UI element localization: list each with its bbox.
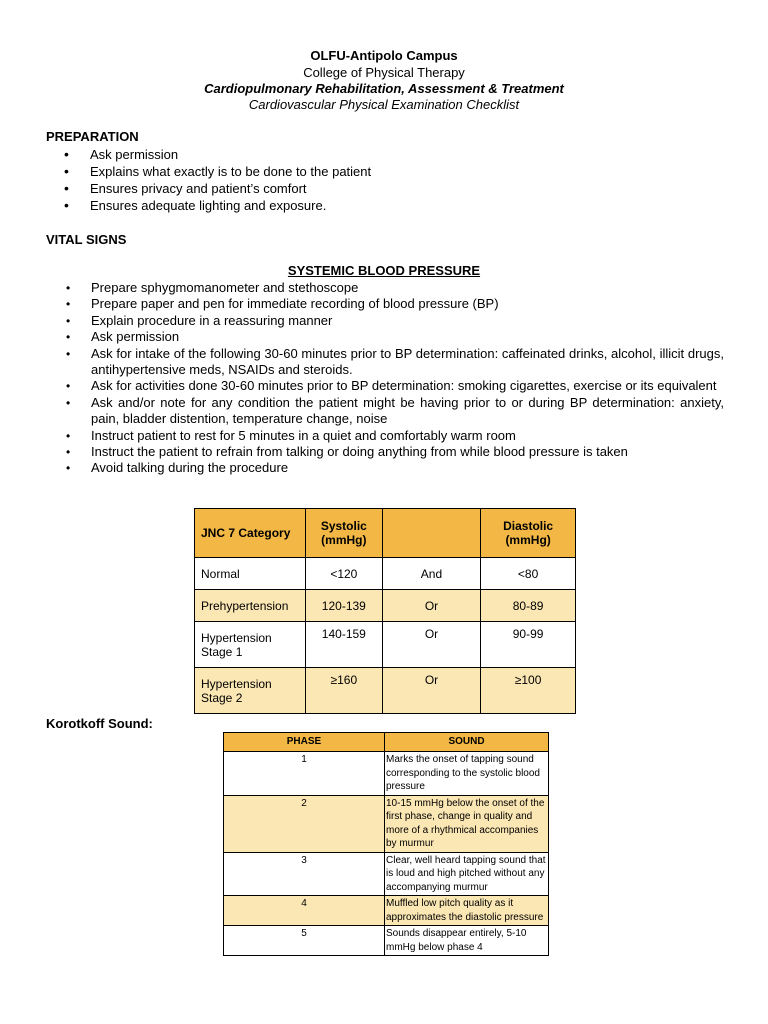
table-cell: Or [382,668,480,714]
blood-pressure-subheading: SYSTEMIC BLOOD PRESSURE [287,263,481,278]
table-cell: Or [382,590,480,622]
table-cell: 5 [224,926,385,956]
table-header-row [224,733,549,752]
list-item: • Explains what exactly is to be done to the patient [60,163,371,180]
list-item: • Ask for activities done 30-60 minutes prior to BP determination: smoking cigarettes, exercise or its equivalent [66,378,724,394]
table-cell: Or [382,622,480,668]
list-item: • Ensures privacy and patient’s comfort [60,180,371,197]
table-cell: 10-15 mmHg below the onset of the first phase, change in quality and more of a rhythmical accompanies by murmur [385,795,549,852]
table-cell: Hypertension Stage 2 [195,668,306,714]
column-header: Diastolic (mmHg) [481,509,576,558]
table-cell: ≥160 [305,668,382,714]
table-cell: 80-89 [481,590,576,622]
list-item: • Ask permission [66,329,724,345]
list-item: • Ensures adequate lighting and exposure. [60,197,371,214]
table-row [224,852,549,896]
table-cell: Sounds disappear entirely, 5-10 mmHg below phase 4 [385,926,549,956]
table-row [195,668,576,714]
list-item: • Avoid talking during the procedure [66,460,724,476]
preparation-list [60,146,371,214]
blood-pressure-list [66,280,724,477]
table-cell: 90-99 [481,622,576,668]
list-item: • Instruct the patient to refrain from talking or doing anything from while blood pressure is taken [66,444,724,460]
list-item: • Ask and/or note for any condition the patient might be having prior to or during BP determination: anxiety, pain, bladder distention, temperature change, noise [66,395,724,428]
table-cell: 2 [224,795,385,852]
table-row [224,896,549,926]
column-header [382,509,480,558]
checklist-title: Cardiovascular Physical Examination Checklist [248,97,520,112]
table-cell: 4 [224,896,385,926]
table-cell: 140-159 [305,622,382,668]
table-cell: Muffled low pitch quality as it approximates the diastolic pressure [385,896,549,926]
preparation-heading: PREPARATION [46,129,139,144]
campus-name: OLFU-Antipolo Campus [310,48,458,63]
college-name: College of Physical Therapy [303,65,465,80]
table-cell: Marks the onset of tapping sound corresponding to the systolic blood pressure [385,752,549,796]
list-item: • Ask for intake of the following 30-60 minutes prior to BP determination: caffeinated drinks, alcohol, illicit drugs, antihypertensive meds, NSAIDs and steroids. [66,346,724,379]
column-header: JNC 7 Category [195,509,306,558]
table-row [224,926,549,956]
table-cell: <80 [481,558,576,590]
table-header-row [195,509,576,558]
table-row [224,795,549,852]
table-cell: Hypertension Stage 1 [195,622,306,668]
column-header: SOUND [385,733,549,752]
jnc7-category-table [194,508,576,714]
table-row [224,752,549,796]
table-cell: Normal [195,558,306,590]
table-cell: 120-139 [305,590,382,622]
table-cell: Prehypertension [195,590,306,622]
table-cell: 3 [224,852,385,896]
table-cell: 1 [224,752,385,796]
list-item: • Explain procedure in a reassuring manner [66,313,724,329]
table-cell: And [382,558,480,590]
vital-signs-heading: VITAL SIGNS [46,232,127,247]
table-cell: Clear, well heard tapping sound that is loud and high pitched without any accompanying murmur [385,852,549,896]
table-row [195,590,576,622]
column-header: Systolic (mmHg) [305,509,382,558]
column-header: PHASE [224,733,385,752]
list-item: • Instruct patient to rest for 5 minutes in a quiet and comfortably warm room [66,428,724,444]
list-item: • Ask permission [60,146,371,163]
korotkoff-heading: Korotkoff Sound: [46,716,153,731]
course-title: Cardiopulmonary Rehabilitation, Assessment & Treatment [204,81,564,96]
table-cell: ≥100 [481,668,576,714]
table-cell: <120 [305,558,382,590]
table-row [195,558,576,590]
list-item: • Prepare sphygmomanometer and stethoscope [66,280,724,296]
table-row [195,622,576,668]
korotkoff-table [223,732,549,956]
list-item: • Prepare paper and pen for immediate recording of blood pressure (BP) [66,296,724,312]
